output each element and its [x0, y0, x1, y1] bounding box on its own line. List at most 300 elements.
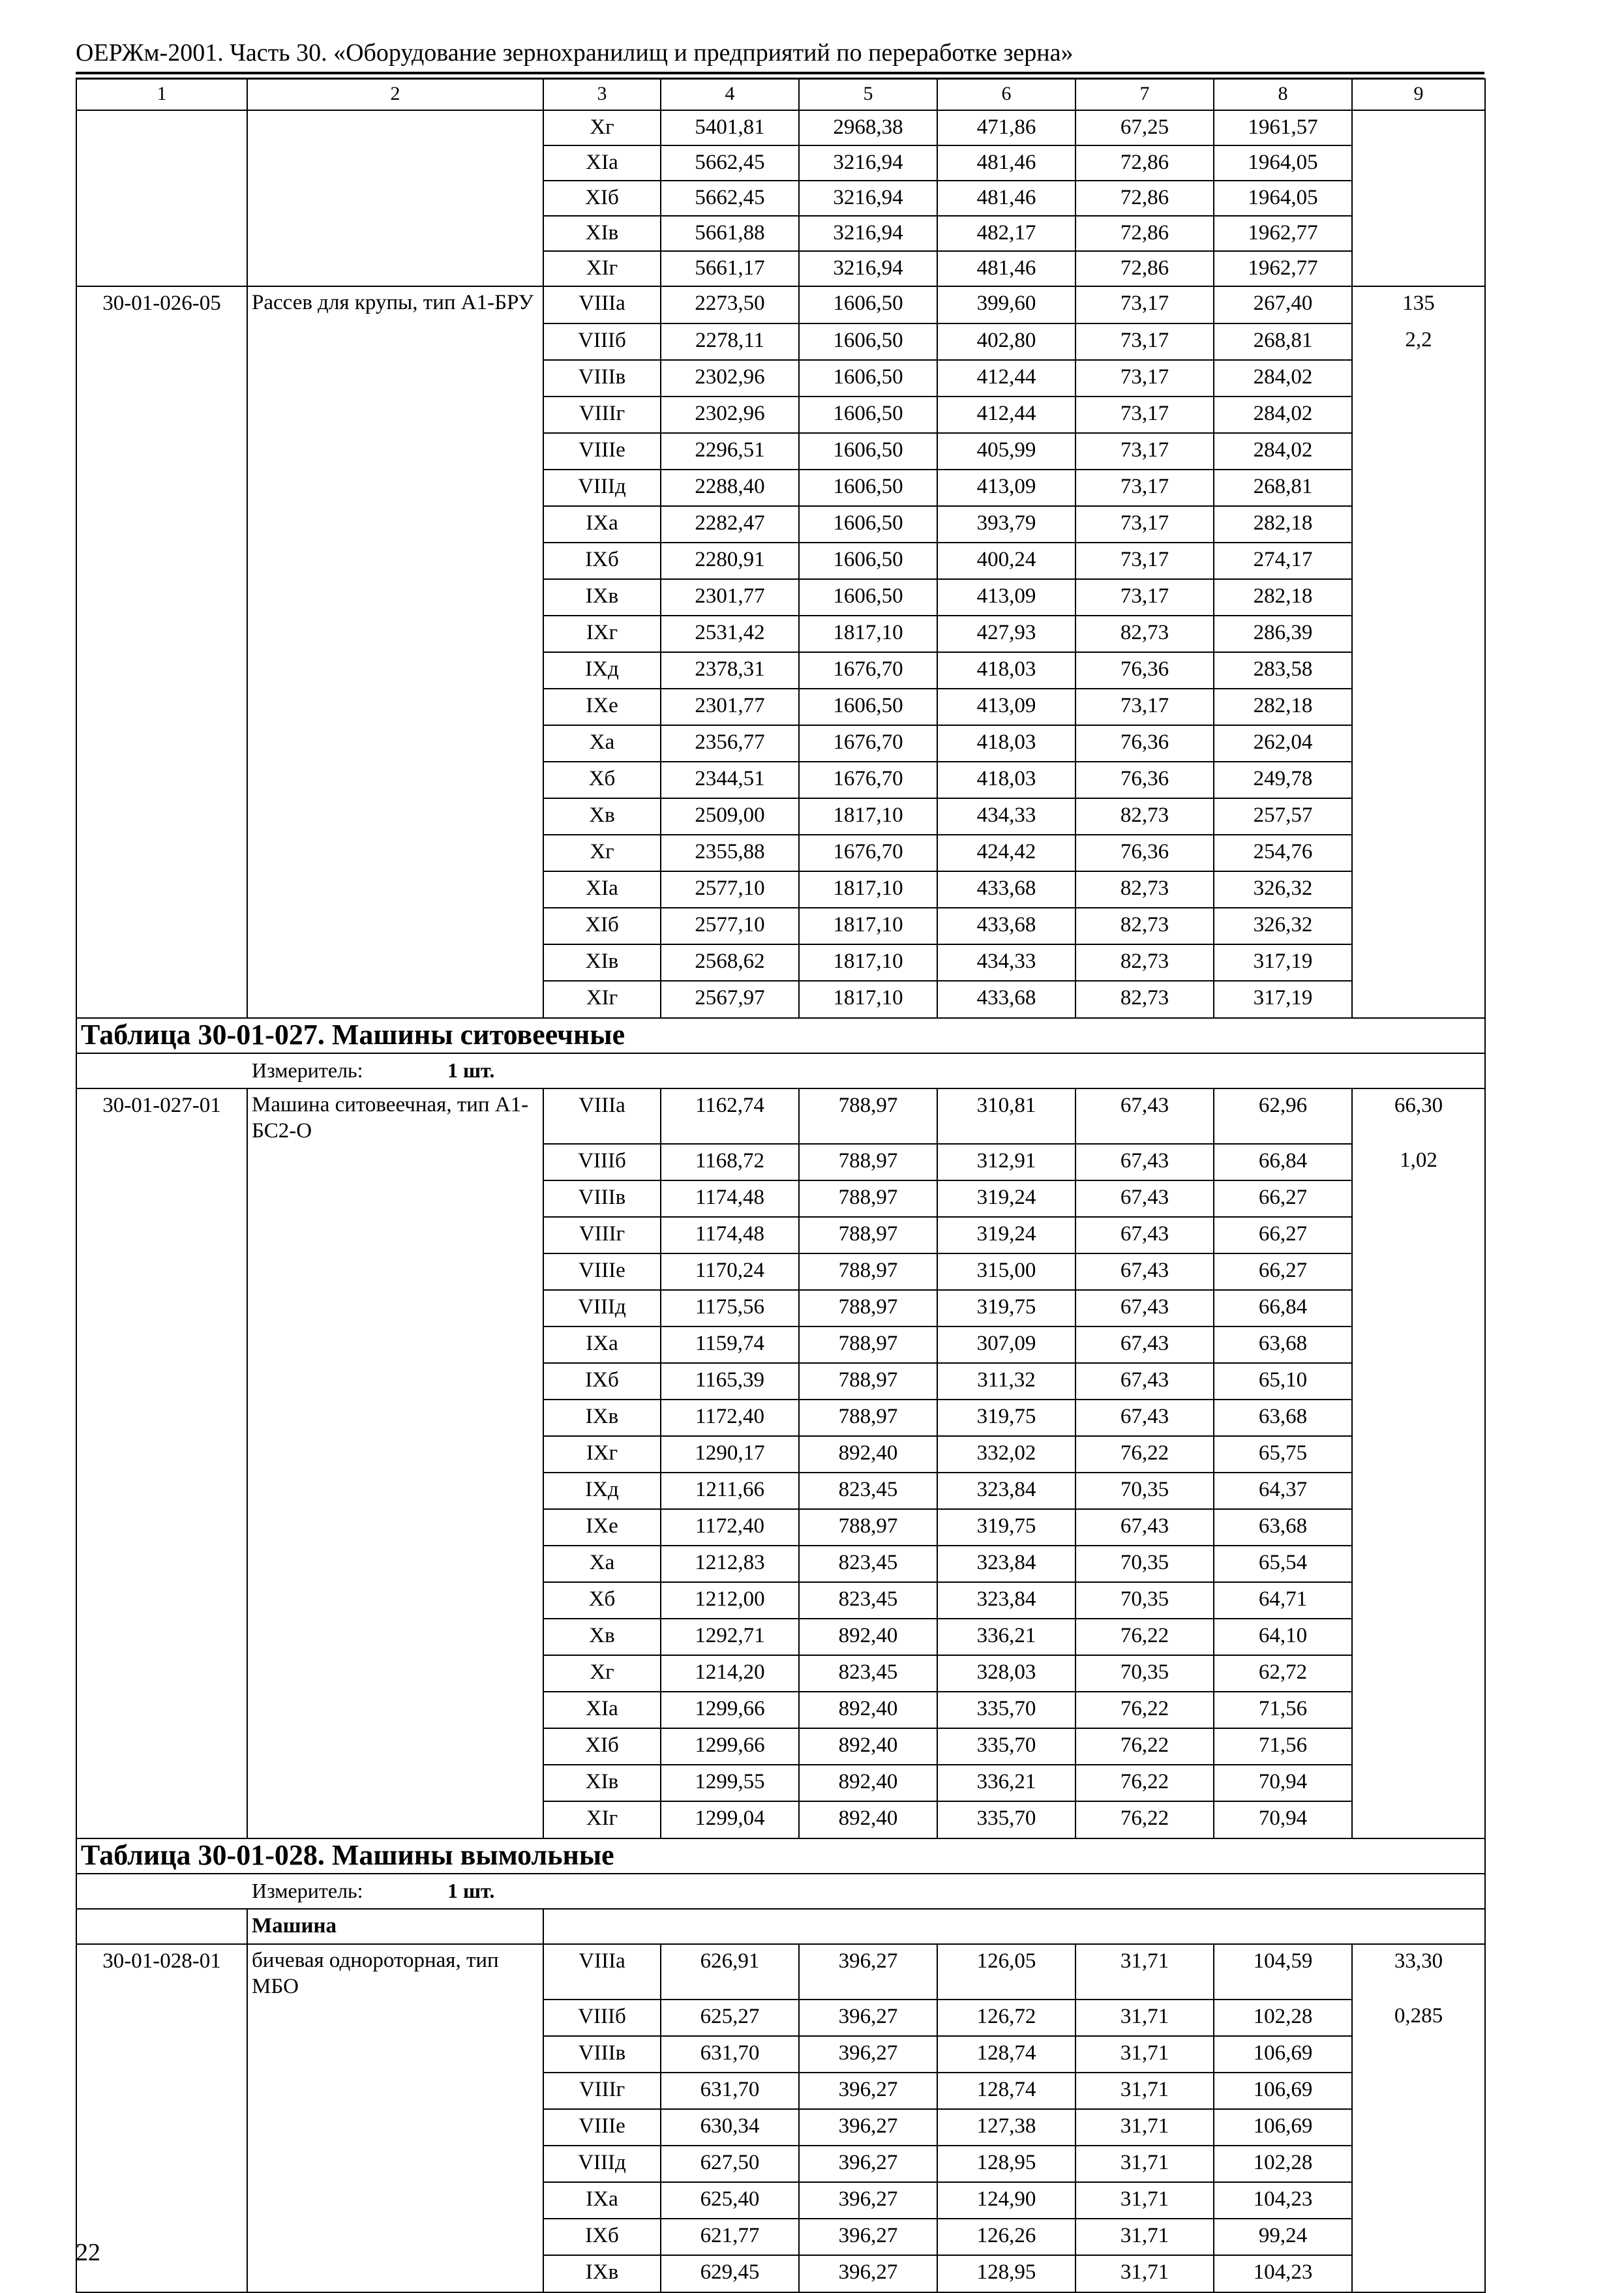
zone-code: IXб [543, 2219, 661, 2255]
table-row [76, 1765, 1485, 1801]
table-cell [247, 1582, 543, 1619]
table-cell [1352, 2073, 1485, 2109]
mass-value: 2,2 [1352, 323, 1485, 360]
table-cell [543, 1909, 1485, 1944]
value-cell: 396,27 [799, 2146, 937, 2182]
value-cell: 5661,88 [661, 216, 799, 251]
zone-code: Xг [543, 1655, 661, 1692]
table-cell [247, 470, 543, 506]
value-cell: 1606,50 [799, 360, 937, 397]
table-cell [247, 835, 543, 871]
header-rule [76, 72, 1484, 78]
rates-table [76, 78, 1486, 2293]
value-cell: 481,46 [937, 145, 1075, 181]
value-cell: 31,71 [1075, 1944, 1214, 2000]
table-cell [76, 2000, 247, 2036]
value-cell: 323,84 [937, 1582, 1075, 1619]
table-row [76, 944, 1485, 981]
column-number: 6 [937, 79, 1075, 110]
zone-code: VIIIб [543, 1144, 661, 1180]
table-cell [247, 944, 543, 981]
table-cell [1352, 1326, 1485, 1363]
value-cell: 104,23 [1214, 2255, 1352, 2292]
value-cell: 1212,83 [661, 1546, 799, 1582]
mass-value: 1,02 [1352, 1144, 1485, 1180]
table-cell [247, 2073, 543, 2109]
zone-code: VIIIг [543, 2073, 661, 2109]
value-cell: 402,80 [937, 323, 1075, 360]
table-cell [76, 579, 247, 616]
value-cell: 310,81 [937, 1088, 1075, 1144]
meter-row [76, 1874, 1485, 1909]
value-cell: 1606,50 [799, 579, 937, 616]
zone-code: XIг [543, 1801, 661, 1838]
mass-value: 135 [1352, 286, 1485, 323]
zone-code: XIа [543, 1692, 661, 1728]
table-cell [1352, 652, 1485, 689]
zone-code: XIг [543, 981, 661, 1018]
table-cell [76, 1692, 247, 1728]
zone-code: Xб [543, 1582, 661, 1619]
value-cell: 1606,50 [799, 397, 937, 433]
value-cell: 319,24 [937, 1217, 1075, 1253]
value-cell: 82,73 [1075, 798, 1214, 835]
zone-code: XIв [543, 1765, 661, 1801]
value-cell: 1174,48 [661, 1180, 799, 1217]
table-cell [76, 1144, 247, 1180]
value-cell: 73,17 [1075, 470, 1214, 506]
table-cell [76, 725, 247, 762]
table-cell [247, 1765, 543, 1801]
table-row [76, 871, 1485, 908]
table-row [76, 616, 1485, 652]
table-cell [76, 1728, 247, 1765]
value-cell: 2278,11 [661, 323, 799, 360]
value-cell: 67,43 [1075, 1253, 1214, 1290]
value-cell: 481,46 [937, 251, 1075, 286]
column-number: 1 [76, 79, 247, 110]
value-cell: 1676,70 [799, 725, 937, 762]
value-cell: 82,73 [1075, 871, 1214, 908]
value-cell: 400,24 [937, 543, 1075, 579]
table-cell [1352, 2146, 1485, 2182]
meter-label: Измеритель: [252, 1058, 363, 1082]
value-cell: 823,45 [799, 1546, 937, 1582]
zone-code: IXв [543, 579, 661, 616]
value-cell: 1299,55 [661, 1765, 799, 1801]
value-cell: 433,68 [937, 871, 1075, 908]
table-row [76, 689, 1485, 725]
table-cell [1352, 725, 1485, 762]
value-cell: 2301,77 [661, 579, 799, 616]
table-cell [76, 1363, 247, 1400]
column-number: 3 [543, 79, 661, 110]
table-cell [76, 689, 247, 725]
table-row [76, 360, 1485, 397]
value-cell: 625,40 [661, 2182, 799, 2219]
table-cell [76, 397, 247, 433]
table-cell [1352, 689, 1485, 725]
zone-code: IXе [543, 1509, 661, 1546]
header-title: ОЕРЖм-2001. Часть 30. «Оборудование зернохранилищ и предприятий по переработке зерна» [76, 39, 1074, 67]
value-cell: 3216,94 [799, 216, 937, 251]
table-cell [1352, 181, 1485, 216]
table-cell [76, 1253, 247, 1290]
value-cell: 2296,51 [661, 433, 799, 470]
value-cell: 336,21 [937, 1765, 1075, 1801]
value-cell: 319,75 [937, 1400, 1075, 1436]
table-cell [76, 762, 247, 798]
table-cell [76, 181, 247, 216]
value-cell: 311,32 [937, 1363, 1075, 1400]
value-cell: 73,17 [1075, 543, 1214, 579]
value-cell: 70,35 [1075, 1473, 1214, 1509]
value-cell: 82,73 [1075, 981, 1214, 1018]
table-cell [247, 1801, 543, 1838]
table-cell [1352, 835, 1485, 871]
value-cell: 1817,10 [799, 981, 937, 1018]
zone-code: XIв [543, 216, 661, 251]
value-cell: 326,32 [1214, 908, 1352, 944]
zone-code: Xб [543, 762, 661, 798]
value-cell: 31,71 [1075, 2000, 1214, 2036]
value-cell: 104,59 [1214, 1944, 1352, 2000]
value-cell: 67,43 [1075, 1180, 1214, 1217]
table-row [76, 1728, 1485, 1765]
table-cell [76, 470, 247, 506]
table-row [76, 835, 1485, 871]
value-cell: 73,17 [1075, 506, 1214, 543]
table-cell [247, 1436, 543, 1473]
table-cell [247, 181, 543, 216]
value-cell: 1212,00 [661, 1582, 799, 1619]
table-cell [1352, 1290, 1485, 1326]
section-title: Таблица 30-01-027. Машины ситовеечные [76, 1018, 1485, 1053]
zone-code: XIа [543, 145, 661, 181]
value-cell: 2302,96 [661, 397, 799, 433]
meter-cell [76, 1053, 1485, 1088]
value-cell: 413,09 [937, 470, 1075, 506]
value-cell: 788,97 [799, 1217, 937, 1253]
column-number: 4 [661, 79, 799, 110]
table-cell [76, 981, 247, 1018]
value-cell: 66,27 [1214, 1253, 1352, 1290]
value-cell: 1299,04 [661, 1801, 799, 1838]
table-cell [247, 798, 543, 835]
value-cell: 1817,10 [799, 616, 937, 652]
value-cell: 282,18 [1214, 579, 1352, 616]
table-cell [1352, 1765, 1485, 1801]
zone-code: XIб [543, 1728, 661, 1765]
table-row [76, 1363, 1485, 1400]
value-cell: 31,71 [1075, 2036, 1214, 2073]
table-cell [247, 360, 543, 397]
value-cell: 631,70 [661, 2073, 799, 2109]
zone-code: XIб [543, 181, 661, 216]
value-cell: 626,91 [661, 1944, 799, 2000]
value-cell: 396,27 [799, 2109, 937, 2146]
table-row [76, 1326, 1485, 1363]
zone-code: XIг [543, 251, 661, 286]
table-cell [1352, 981, 1485, 1018]
page-number: 22 [76, 2239, 100, 2266]
value-cell: 1159,74 [661, 1326, 799, 1363]
value-cell: 1211,66 [661, 1473, 799, 1509]
zone-code: XIб [543, 908, 661, 944]
rate-name: Рассев для крупы, тип А1-БРУ [247, 286, 543, 323]
table-row [76, 110, 1485, 145]
value-cell: 5662,45 [661, 181, 799, 216]
value-cell: 67,43 [1075, 1326, 1214, 1363]
table-cell [1352, 1253, 1485, 1290]
table-cell [1352, 1546, 1485, 1582]
value-cell: 72,86 [1075, 181, 1214, 216]
table-cell [1352, 470, 1485, 506]
table-cell [1352, 433, 1485, 470]
value-cell: 126,05 [937, 1944, 1075, 2000]
table-cell [247, 110, 543, 145]
section-title-row [76, 1838, 1485, 1874]
table-row [76, 725, 1485, 762]
table-row [76, 1473, 1485, 1509]
value-cell: 319,75 [937, 1290, 1075, 1326]
value-cell: 1606,50 [799, 286, 937, 323]
value-cell: 433,68 [937, 908, 1075, 944]
value-cell: 2577,10 [661, 908, 799, 944]
zone-code: IXе [543, 689, 661, 725]
value-cell: 1606,50 [799, 433, 937, 470]
group-row [76, 1909, 1485, 1944]
value-cell: 1817,10 [799, 944, 937, 981]
table-row [76, 2109, 1485, 2146]
value-cell: 76,22 [1075, 1436, 1214, 1473]
table-cell [247, 433, 543, 470]
zone-code: VIIIг [543, 397, 661, 433]
table-row [76, 506, 1485, 543]
table-cell [247, 762, 543, 798]
table-cell [247, 725, 543, 762]
zone-code: VIIIв [543, 2036, 661, 2073]
value-cell: 892,40 [799, 1801, 937, 1838]
table-cell [76, 1180, 247, 1217]
table-cell [1352, 1801, 1485, 1838]
table-cell [247, 1692, 543, 1728]
value-cell: 393,79 [937, 506, 1075, 543]
value-cell: 336,21 [937, 1619, 1075, 1655]
value-cell: 396,27 [799, 2255, 937, 2292]
table-row [76, 1290, 1485, 1326]
table-cell [76, 2219, 247, 2255]
table-cell [247, 1473, 543, 1509]
table-cell [1352, 1436, 1485, 1473]
value-cell: 76,36 [1075, 652, 1214, 689]
table-cell [247, 1290, 543, 1326]
table-cell [76, 433, 247, 470]
table-cell [247, 506, 543, 543]
value-cell: 71,56 [1214, 1692, 1352, 1728]
table-cell [76, 1290, 247, 1326]
value-cell: 1606,50 [799, 470, 937, 506]
value-cell: 621,77 [661, 2219, 799, 2255]
value-cell: 1175,56 [661, 1290, 799, 1326]
table-cell [247, 1326, 543, 1363]
value-cell: 67,43 [1075, 1400, 1214, 1436]
value-cell: 2344,51 [661, 762, 799, 798]
table-cell [1352, 1400, 1485, 1436]
value-cell: 424,42 [937, 835, 1075, 871]
table-cell [1352, 543, 1485, 579]
column-number: 2 [247, 79, 543, 110]
table-cell [1352, 1509, 1485, 1546]
value-cell: 823,45 [799, 1582, 937, 1619]
table-cell [1352, 1363, 1485, 1400]
value-cell: 631,70 [661, 2036, 799, 2073]
value-cell: 396,27 [799, 2182, 937, 2219]
table-row [76, 798, 1485, 835]
value-cell: 312,91 [937, 1144, 1075, 1180]
value-cell: 3216,94 [799, 145, 937, 181]
table-cell [247, 2109, 543, 2146]
section-title: Таблица 30-01-028. Машины вымольные [76, 1838, 1485, 1874]
table-cell [247, 2000, 543, 2036]
table-cell [1352, 579, 1485, 616]
page-header [76, 38, 1484, 78]
table-cell [1352, 762, 1485, 798]
mass-value: 33,30 [1352, 1944, 1485, 2000]
table-cell [1352, 1180, 1485, 1217]
value-cell: 1962,77 [1214, 251, 1352, 286]
table-body [76, 79, 1485, 2292]
value-cell: 335,70 [937, 1801, 1075, 1838]
table-row [76, 1436, 1485, 1473]
value-cell: 1162,74 [661, 1088, 799, 1144]
value-cell: 76,22 [1075, 1728, 1214, 1765]
table-cell [76, 1217, 247, 1253]
table-cell [247, 652, 543, 689]
value-cell: 257,57 [1214, 798, 1352, 835]
table-row [76, 470, 1485, 506]
table-cell [1352, 1619, 1485, 1655]
table-row [76, 1801, 1485, 1838]
zone-code: Xа [543, 1546, 661, 1582]
table-cell [1352, 2255, 1485, 2292]
value-cell: 282,18 [1214, 689, 1352, 725]
table-cell [76, 2073, 247, 2109]
value-cell: 67,43 [1075, 1217, 1214, 1253]
value-cell: 1964,05 [1214, 181, 1352, 216]
rate-name: бичевая однороторная, тип МБО [247, 1944, 543, 2000]
table-row [76, 323, 1485, 360]
table-cell [247, 981, 543, 1018]
value-cell: 405,99 [937, 433, 1075, 470]
table-cell [247, 216, 543, 251]
table-row [76, 286, 1485, 323]
value-cell: 788,97 [799, 1509, 937, 1546]
table-row [76, 579, 1485, 616]
value-cell: 76,22 [1075, 1619, 1214, 1655]
value-cell: 2282,47 [661, 506, 799, 543]
value-cell: 65,54 [1214, 1546, 1352, 1582]
value-cell: 70,94 [1214, 1765, 1352, 1801]
table-row [76, 1692, 1485, 1728]
value-cell: 31,71 [1075, 2073, 1214, 2109]
table-cell [76, 145, 247, 181]
table-cell [247, 871, 543, 908]
value-cell: 76,36 [1075, 762, 1214, 798]
table-cell [76, 1801, 247, 1838]
table-row [76, 2182, 1485, 2219]
meter-unit: 1 шт. [447, 1879, 495, 1902]
value-cell: 73,17 [1075, 397, 1214, 433]
table-cell [247, 1728, 543, 1765]
table-cell [76, 1400, 247, 1436]
table-cell [247, 1363, 543, 1400]
table-row [76, 981, 1485, 1018]
table-cell [1352, 360, 1485, 397]
table-row [76, 1509, 1485, 1546]
value-cell: 788,97 [799, 1144, 937, 1180]
value-cell: 2568,62 [661, 944, 799, 981]
value-cell: 63,68 [1214, 1400, 1352, 1436]
table-cell [1352, 216, 1485, 251]
zone-code: Xа [543, 725, 661, 762]
value-cell: 396,27 [799, 2000, 937, 2036]
table-cell [76, 2146, 247, 2182]
value-cell: 73,17 [1075, 579, 1214, 616]
value-cell: 427,93 [937, 616, 1075, 652]
value-cell: 412,44 [937, 397, 1075, 433]
table-cell [1352, 871, 1485, 908]
value-cell: 286,39 [1214, 616, 1352, 652]
value-cell: 418,03 [937, 762, 1075, 798]
mass-value: 0,285 [1352, 2000, 1485, 2036]
value-cell: 413,09 [937, 579, 1075, 616]
zone-code: VIIIе [543, 2109, 661, 2146]
table-cell [247, 251, 543, 286]
value-cell: 5401,81 [661, 110, 799, 145]
value-cell: 319,75 [937, 1509, 1075, 1546]
value-cell: 284,02 [1214, 433, 1352, 470]
value-cell: 104,23 [1214, 2182, 1352, 2219]
table-cell [247, 1655, 543, 1692]
value-cell: 315,00 [937, 1253, 1075, 1290]
table-row [76, 1180, 1485, 1217]
group-label: Машина [247, 1909, 543, 1944]
table-row [76, 1655, 1485, 1692]
value-cell: 283,58 [1214, 652, 1352, 689]
value-cell: 335,70 [937, 1692, 1075, 1728]
table-cell [76, 1509, 247, 1546]
value-cell: 823,45 [799, 1655, 937, 1692]
table-cell [1352, 1473, 1485, 1509]
zone-code: VIIIе [543, 433, 661, 470]
value-cell: 70,35 [1075, 1655, 1214, 1692]
value-cell: 418,03 [937, 652, 1075, 689]
table-row [76, 2219, 1485, 2255]
value-cell: 64,71 [1214, 1582, 1352, 1619]
table-row [76, 433, 1485, 470]
table-cell [76, 506, 247, 543]
value-cell: 788,97 [799, 1400, 937, 1436]
table-cell [1352, 2182, 1485, 2219]
zone-code: Xв [543, 1619, 661, 1655]
value-cell: 284,02 [1214, 397, 1352, 433]
value-cell: 65,10 [1214, 1363, 1352, 1400]
value-cell: 1606,50 [799, 323, 937, 360]
value-cell: 2378,31 [661, 652, 799, 689]
table-cell [76, 1473, 247, 1509]
value-cell: 73,17 [1075, 323, 1214, 360]
